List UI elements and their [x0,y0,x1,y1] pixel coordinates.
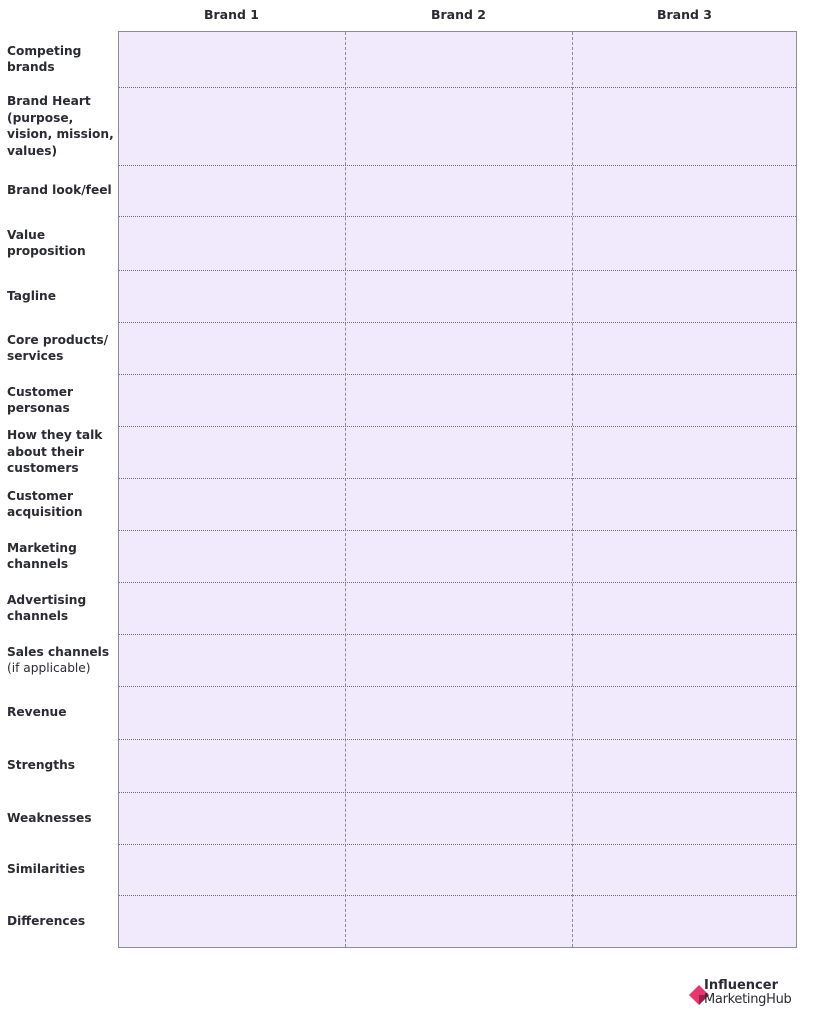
table-cell[interactable] [119,531,346,583]
table-cell[interactable] [573,531,798,583]
table-cell[interactable] [573,323,798,375]
table-cell[interactable] [346,583,573,635]
table-cell[interactable] [573,845,798,896]
table-cell[interactable] [573,479,798,531]
row-label [7,216,115,270]
row-label-text: Marketing channels [7,540,77,571]
row-label-text: Tagline [7,288,56,303]
table-cell[interactable] [346,427,573,479]
row-label [7,844,115,895]
table-cell[interactable] [119,896,346,949]
table-cell[interactable] [119,740,346,793]
table-cell[interactable] [573,635,798,687]
table-cell[interactable] [573,687,798,740]
row-label [7,582,115,634]
table-cell[interactable] [119,271,346,323]
table-cell[interactable] [573,88,798,166]
row-label-text: Sales channels [7,644,110,659]
column-header-1: Brand 1 [203,7,260,22]
table-cell[interactable] [119,793,346,845]
table-cell[interactable] [119,32,346,88]
row-label [7,31,115,87]
table-cell[interactable] [346,896,573,949]
table-cell[interactable] [346,479,573,531]
row-label-text: How they talk about their customers [7,428,103,476]
table-cell[interactable] [573,740,798,793]
row-label-text: Core products/ services [7,332,109,363]
table-cell[interactable] [346,217,573,271]
row-label [7,739,115,792]
row-label-text: Brand look/feel [7,183,112,198]
table-cell[interactable] [346,687,573,740]
logo-wordmark [704,979,791,1007]
table-cell[interactable] [573,793,798,845]
row-label [7,478,115,530]
table-cell[interactable] [119,375,346,427]
table-cell[interactable] [346,531,573,583]
table-cell[interactable] [119,217,346,271]
row-label-text: Brand Heart (purpose, vision, mission, values) [7,94,114,158]
column-header-2: Brand 2 [430,7,487,22]
table-cell[interactable] [119,166,346,217]
table-cell[interactable] [573,896,798,949]
table-cell[interactable] [573,217,798,271]
row-label [7,686,115,739]
table-cell[interactable] [119,583,346,635]
row-label [7,895,115,948]
row-label-note: (if applicable) [7,661,91,675]
row-label [7,792,115,844]
row-label-text: Similarities [7,862,85,877]
table-cell[interactable] [346,845,573,896]
row-label [7,530,115,582]
table-cell[interactable] [573,583,798,635]
table-cell[interactable] [119,88,346,166]
row-label [7,426,115,478]
table-cell[interactable] [119,635,346,687]
table-cell[interactable] [119,479,346,531]
row-label [7,165,115,216]
table-cell[interactable] [119,845,346,896]
table-cell[interactable] [346,375,573,427]
table-cell[interactable] [573,166,798,217]
row-label-text: Customer acquisition [7,488,83,519]
row-label-text: Strengths [7,758,76,773]
table-cell[interactable] [119,687,346,740]
table-cell[interactable] [346,740,573,793]
table-cell[interactable] [346,32,573,88]
table-cell[interactable] [573,271,798,323]
column-header-3: Brand 3 [656,7,713,22]
table-cell[interactable] [346,88,573,166]
row-label [7,87,115,165]
row-label-text: Customer personas [7,384,74,415]
row-label [7,374,115,426]
influencer-marketing-hub-logo [688,978,812,1010]
row-label-text: Revenue [7,705,67,720]
table-cell[interactable] [573,32,798,88]
table-cell[interactable] [346,635,573,687]
row-label [7,322,115,374]
logo-line-1: Influencer [704,978,778,993]
row-label-text: Differences [7,914,86,929]
table-cell[interactable] [119,427,346,479]
table-cell[interactable] [346,271,573,323]
comparison-grid [118,31,797,948]
table-cell[interactable] [119,323,346,375]
row-label-text: Value proposition [7,227,86,258]
table-cell[interactable] [346,323,573,375]
row-label-text: Weaknesses [7,810,92,825]
table-cell[interactable] [346,166,573,217]
row-label [7,270,115,322]
table-cell[interactable] [573,427,798,479]
row-label-text: Advertising channels [7,592,87,623]
row-label-text: Competing brands [7,43,82,74]
logo-line-2: MarketingHub [704,992,792,1007]
table-cell[interactable] [573,375,798,427]
table-cell[interactable] [346,793,573,845]
row-label [7,634,115,686]
